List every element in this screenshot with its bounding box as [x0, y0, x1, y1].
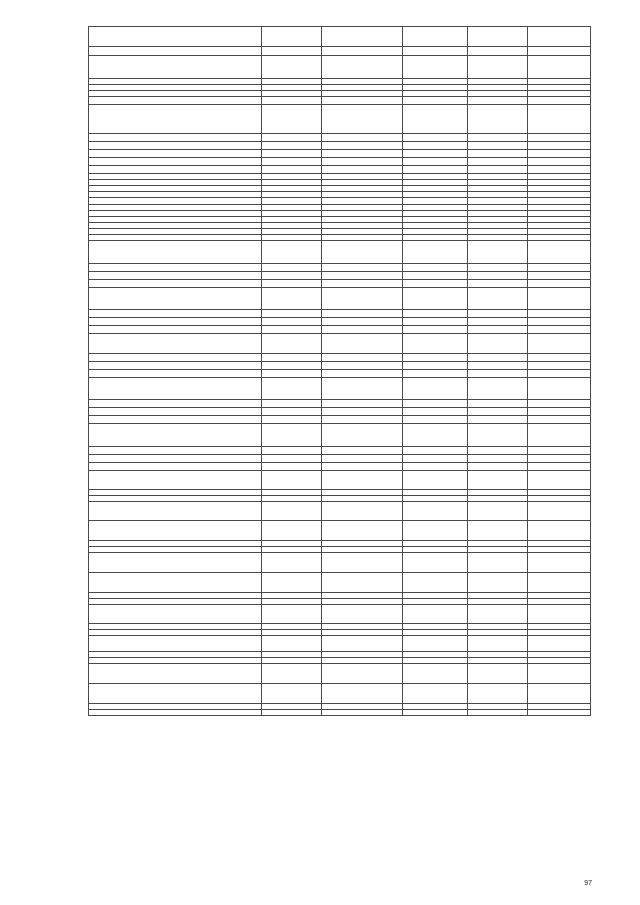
row-approved-amount-cell	[403, 502, 468, 521]
row-classification-code-cell	[322, 56, 403, 79]
row-classification-code-cell	[322, 166, 403, 174]
row-admin-code-cell	[262, 463, 322, 471]
row-remaining-amount-cell	[528, 288, 591, 310]
row-classification-code-cell	[322, 334, 403, 354]
row-admin-code-cell	[262, 288, 322, 310]
row-remaining-amount-cell	[528, 664, 591, 684]
row-classification-code-cell	[322, 378, 403, 400]
row-executed-amount-cell	[468, 272, 528, 280]
row-executed-amount-cell	[468, 334, 528, 354]
row-admin-code-cell	[262, 553, 322, 573]
row-admin-code-cell	[262, 27, 322, 47]
row-approved-amount-cell	[403, 288, 468, 310]
row-remaining-amount-cell	[528, 370, 591, 378]
row-executed-amount-cell	[468, 455, 528, 463]
table-row	[89, 264, 591, 272]
row-approved-amount-cell	[403, 272, 468, 280]
row-admin-code-cell	[262, 272, 322, 280]
row-classification-code-cell	[322, 47, 403, 56]
row-approved-amount-cell	[403, 424, 468, 447]
row-executed-amount-cell	[468, 710, 528, 716]
row-description-cell	[89, 463, 262, 471]
row-admin-code-cell	[262, 502, 322, 521]
table-row	[89, 710, 591, 716]
table-row	[89, 134, 591, 142]
row-admin-code-cell	[262, 362, 322, 370]
table-row	[89, 105, 591, 134]
row-description-cell	[89, 370, 262, 378]
row-admin-code-cell	[262, 150, 322, 158]
row-approved-amount-cell	[403, 105, 468, 134]
row-admin-code-cell	[262, 408, 322, 416]
row-classification-code-cell	[322, 447, 403, 455]
row-description-cell	[89, 97, 262, 105]
row-admin-code-cell	[262, 447, 322, 455]
row-remaining-amount-cell	[528, 416, 591, 424]
row-executed-amount-cell	[468, 502, 528, 521]
table-row	[89, 280, 591, 288]
row-remaining-amount-cell	[528, 241, 591, 264]
row-remaining-amount-cell	[528, 310, 591, 318]
row-remaining-amount-cell	[528, 142, 591, 150]
row-classification-code-cell	[322, 408, 403, 416]
row-remaining-amount-cell	[528, 56, 591, 79]
row-executed-amount-cell	[468, 521, 528, 541]
row-approved-amount-cell	[403, 362, 468, 370]
table-row	[89, 198, 591, 205]
table-row	[89, 416, 591, 424]
row-remaining-amount-cell	[528, 684, 591, 704]
row-remaining-amount-cell	[528, 150, 591, 158]
row-admin-code-cell	[262, 455, 322, 463]
row-description-cell	[89, 408, 262, 416]
row-executed-amount-cell	[468, 142, 528, 150]
row-classification-code-cell	[322, 605, 403, 624]
row-admin-code-cell	[262, 142, 322, 150]
row-remaining-amount-cell	[528, 280, 591, 288]
row-classification-code-cell	[322, 158, 403, 166]
row-executed-amount-cell	[468, 326, 528, 334]
row-description-cell	[89, 400, 262, 408]
row-executed-amount-cell	[468, 408, 528, 416]
row-description-cell	[89, 56, 262, 79]
table-row	[89, 310, 591, 318]
row-classification-code-cell	[322, 310, 403, 318]
row-description-cell	[89, 354, 262, 362]
row-executed-amount-cell	[468, 310, 528, 318]
row-executed-amount-cell	[468, 605, 528, 624]
row-executed-amount-cell	[468, 56, 528, 79]
table-row	[89, 502, 591, 521]
row-approved-amount-cell	[403, 636, 468, 652]
row-executed-amount-cell	[468, 134, 528, 142]
row-remaining-amount-cell	[528, 710, 591, 716]
row-remaining-amount-cell	[528, 400, 591, 408]
row-classification-code-cell	[322, 150, 403, 158]
row-classification-code-cell	[322, 573, 403, 593]
row-remaining-amount-cell	[528, 605, 591, 624]
row-classification-code-cell	[322, 241, 403, 264]
row-description-cell	[89, 264, 262, 272]
row-approved-amount-cell	[403, 400, 468, 408]
row-remaining-amount-cell	[528, 455, 591, 463]
row-classification-code-cell	[322, 354, 403, 362]
page-number: 97	[584, 880, 592, 887]
row-description-cell	[89, 272, 262, 280]
row-classification-code-cell	[322, 463, 403, 471]
row-executed-amount-cell	[468, 573, 528, 593]
row-admin-code-cell	[262, 605, 322, 624]
row-admin-code-cell	[262, 105, 322, 134]
row-executed-amount-cell	[468, 47, 528, 56]
row-description-cell	[89, 288, 262, 310]
row-executed-amount-cell	[468, 264, 528, 272]
row-executed-amount-cell	[468, 27, 528, 47]
row-description-cell	[89, 198, 262, 205]
row-approved-amount-cell	[403, 150, 468, 158]
row-remaining-amount-cell	[528, 378, 591, 400]
row-classification-code-cell	[322, 362, 403, 370]
row-admin-code-cell	[262, 416, 322, 424]
row-admin-code-cell	[262, 318, 322, 326]
row-approved-amount-cell	[403, 264, 468, 272]
table-row	[89, 326, 591, 334]
row-admin-code-cell	[262, 471, 322, 490]
row-description-cell	[89, 280, 262, 288]
row-admin-code-cell	[262, 664, 322, 684]
row-approved-amount-cell	[403, 553, 468, 573]
row-approved-amount-cell	[403, 142, 468, 150]
row-approved-amount-cell	[403, 47, 468, 56]
row-admin-code-cell	[262, 241, 322, 264]
row-description-cell	[89, 47, 262, 56]
row-admin-code-cell	[262, 47, 322, 56]
row-executed-amount-cell	[468, 105, 528, 134]
row-description-cell	[89, 455, 262, 463]
row-description-cell	[89, 424, 262, 447]
row-admin-code-cell	[262, 710, 322, 716]
row-remaining-amount-cell	[528, 47, 591, 56]
row-remaining-amount-cell	[528, 158, 591, 166]
row-admin-code-cell	[262, 56, 322, 79]
table-row	[89, 400, 591, 408]
row-executed-amount-cell	[468, 318, 528, 326]
row-description-cell	[89, 553, 262, 573]
row-classification-code-cell	[322, 636, 403, 652]
row-approved-amount-cell	[403, 521, 468, 541]
row-classification-code-cell	[322, 134, 403, 142]
row-remaining-amount-cell	[528, 521, 591, 541]
row-classification-code-cell	[322, 142, 403, 150]
table-row	[89, 447, 591, 455]
row-admin-code-cell	[262, 573, 322, 593]
row-admin-code-cell	[262, 166, 322, 174]
row-remaining-amount-cell	[528, 463, 591, 471]
row-admin-code-cell	[262, 158, 322, 166]
row-classification-code-cell	[322, 105, 403, 134]
table-row	[89, 664, 591, 684]
row-description-cell	[89, 502, 262, 521]
row-approved-amount-cell	[403, 158, 468, 166]
row-remaining-amount-cell	[528, 198, 591, 205]
row-approved-amount-cell	[403, 378, 468, 400]
row-executed-amount-cell	[468, 354, 528, 362]
row-executed-amount-cell	[468, 378, 528, 400]
row-classification-code-cell	[322, 664, 403, 684]
row-description-cell	[89, 27, 262, 47]
row-approved-amount-cell	[403, 455, 468, 463]
table-row	[89, 354, 591, 362]
table-row	[89, 288, 591, 310]
row-description-cell	[89, 241, 262, 264]
table-row	[89, 553, 591, 573]
table-row	[89, 471, 591, 490]
row-approved-amount-cell	[403, 354, 468, 362]
row-classification-code-cell	[322, 198, 403, 205]
row-approved-amount-cell	[403, 408, 468, 416]
row-approved-amount-cell	[403, 56, 468, 79]
row-classification-code-cell	[322, 455, 403, 463]
table-row	[89, 318, 591, 326]
row-approved-amount-cell	[403, 326, 468, 334]
row-approved-amount-cell	[403, 605, 468, 624]
row-approved-amount-cell	[403, 664, 468, 684]
table-row	[89, 605, 591, 624]
row-classification-code-cell	[322, 370, 403, 378]
row-admin-code-cell	[262, 521, 322, 541]
row-remaining-amount-cell	[528, 362, 591, 370]
row-admin-code-cell	[262, 264, 322, 272]
row-executed-amount-cell	[468, 424, 528, 447]
table-row	[89, 272, 591, 280]
row-classification-code-cell	[322, 318, 403, 326]
row-executed-amount-cell	[468, 97, 528, 105]
row-remaining-amount-cell	[528, 27, 591, 47]
row-description-cell	[89, 416, 262, 424]
row-description-cell	[89, 334, 262, 354]
row-admin-code-cell	[262, 97, 322, 105]
row-approved-amount-cell	[403, 27, 468, 47]
row-executed-amount-cell	[468, 166, 528, 174]
row-remaining-amount-cell	[528, 447, 591, 455]
row-classification-code-cell	[322, 326, 403, 334]
row-classification-code-cell	[322, 400, 403, 408]
row-admin-code-cell	[262, 378, 322, 400]
row-description-cell	[89, 471, 262, 490]
row-remaining-amount-cell	[528, 424, 591, 447]
row-description-cell	[89, 447, 262, 455]
row-admin-code-cell	[262, 400, 322, 408]
table-row	[89, 684, 591, 704]
row-executed-amount-cell	[468, 664, 528, 684]
table-row	[89, 158, 591, 166]
row-executed-amount-cell	[468, 150, 528, 158]
row-executed-amount-cell	[468, 400, 528, 408]
row-description-cell	[89, 310, 262, 318]
row-description-cell	[89, 326, 262, 334]
budget-table-body	[89, 27, 591, 716]
row-admin-code-cell	[262, 310, 322, 318]
row-description-cell	[89, 142, 262, 150]
row-admin-code-cell	[262, 334, 322, 354]
row-executed-amount-cell	[468, 280, 528, 288]
row-description-cell	[89, 573, 262, 593]
row-approved-amount-cell	[403, 198, 468, 205]
table-row	[89, 378, 591, 400]
table-row	[89, 56, 591, 79]
row-classification-code-cell	[322, 416, 403, 424]
row-description-cell	[89, 134, 262, 142]
table-row	[89, 362, 591, 370]
row-executed-amount-cell	[468, 636, 528, 652]
row-admin-code-cell	[262, 354, 322, 362]
row-executed-amount-cell	[468, 553, 528, 573]
row-executed-amount-cell	[468, 471, 528, 490]
row-executed-amount-cell	[468, 447, 528, 455]
row-remaining-amount-cell	[528, 134, 591, 142]
row-remaining-amount-cell	[528, 97, 591, 105]
row-admin-code-cell	[262, 370, 322, 378]
row-approved-amount-cell	[403, 710, 468, 716]
row-remaining-amount-cell	[528, 408, 591, 416]
table-row	[89, 455, 591, 463]
table-row	[89, 47, 591, 56]
table-row	[89, 150, 591, 158]
row-classification-code-cell	[322, 288, 403, 310]
row-remaining-amount-cell	[528, 272, 591, 280]
row-approved-amount-cell	[403, 447, 468, 455]
row-executed-amount-cell	[468, 241, 528, 264]
row-approved-amount-cell	[403, 334, 468, 354]
row-remaining-amount-cell	[528, 326, 591, 334]
table-row	[89, 636, 591, 652]
row-executed-amount-cell	[468, 370, 528, 378]
row-classification-code-cell	[322, 553, 403, 573]
row-description-cell	[89, 362, 262, 370]
table-row	[89, 241, 591, 264]
row-description-cell	[89, 166, 262, 174]
row-remaining-amount-cell	[528, 553, 591, 573]
row-description-cell	[89, 684, 262, 704]
row-admin-code-cell	[262, 636, 322, 652]
table-row	[89, 370, 591, 378]
row-executed-amount-cell	[468, 362, 528, 370]
row-description-cell	[89, 158, 262, 166]
row-executed-amount-cell	[468, 158, 528, 166]
row-approved-amount-cell	[403, 684, 468, 704]
row-remaining-amount-cell	[528, 166, 591, 174]
row-classification-code-cell	[322, 424, 403, 447]
row-classification-code-cell	[322, 471, 403, 490]
row-description-cell	[89, 378, 262, 400]
row-classification-code-cell	[322, 27, 403, 47]
row-admin-code-cell	[262, 198, 322, 205]
row-remaining-amount-cell	[528, 354, 591, 362]
row-approved-amount-cell	[403, 463, 468, 471]
row-approved-amount-cell	[403, 310, 468, 318]
table-row	[89, 521, 591, 541]
row-remaining-amount-cell	[528, 334, 591, 354]
row-remaining-amount-cell	[528, 318, 591, 326]
table-row	[89, 142, 591, 150]
table-row	[89, 97, 591, 105]
table-row	[89, 166, 591, 174]
budget-table	[88, 26, 591, 716]
row-executed-amount-cell	[468, 416, 528, 424]
row-description-cell	[89, 636, 262, 652]
row-admin-code-cell	[262, 684, 322, 704]
row-remaining-amount-cell	[528, 502, 591, 521]
row-description-cell	[89, 664, 262, 684]
table-row	[89, 573, 591, 593]
row-executed-amount-cell	[468, 463, 528, 471]
row-remaining-amount-cell	[528, 105, 591, 134]
row-executed-amount-cell	[468, 684, 528, 704]
row-classification-code-cell	[322, 272, 403, 280]
row-approved-amount-cell	[403, 97, 468, 105]
row-admin-code-cell	[262, 424, 322, 447]
row-classification-code-cell	[322, 684, 403, 704]
row-approved-amount-cell	[403, 471, 468, 490]
row-classification-code-cell	[322, 521, 403, 541]
row-classification-code-cell	[322, 97, 403, 105]
table-row	[89, 27, 591, 47]
row-classification-code-cell	[322, 502, 403, 521]
row-remaining-amount-cell	[528, 264, 591, 272]
row-approved-amount-cell	[403, 166, 468, 174]
table-row	[89, 408, 591, 416]
row-executed-amount-cell	[468, 288, 528, 310]
row-description-cell	[89, 710, 262, 716]
row-classification-code-cell	[322, 280, 403, 288]
row-admin-code-cell	[262, 280, 322, 288]
row-description-cell	[89, 318, 262, 326]
row-description-cell	[89, 150, 262, 158]
row-admin-code-cell	[262, 326, 322, 334]
table-row	[89, 424, 591, 447]
row-approved-amount-cell	[403, 573, 468, 593]
row-classification-code-cell	[322, 710, 403, 716]
row-approved-amount-cell	[403, 241, 468, 264]
row-classification-code-cell	[322, 264, 403, 272]
row-description-cell	[89, 605, 262, 624]
table-row	[89, 334, 591, 354]
row-approved-amount-cell	[403, 318, 468, 326]
row-executed-amount-cell	[468, 198, 528, 205]
row-remaining-amount-cell	[528, 573, 591, 593]
row-approved-amount-cell	[403, 134, 468, 142]
row-remaining-amount-cell	[528, 636, 591, 652]
row-description-cell	[89, 105, 262, 134]
row-approved-amount-cell	[403, 370, 468, 378]
row-approved-amount-cell	[403, 280, 468, 288]
row-approved-amount-cell	[403, 416, 468, 424]
row-description-cell	[89, 521, 262, 541]
table-row	[89, 463, 591, 471]
row-admin-code-cell	[262, 134, 322, 142]
row-remaining-amount-cell	[528, 471, 591, 490]
